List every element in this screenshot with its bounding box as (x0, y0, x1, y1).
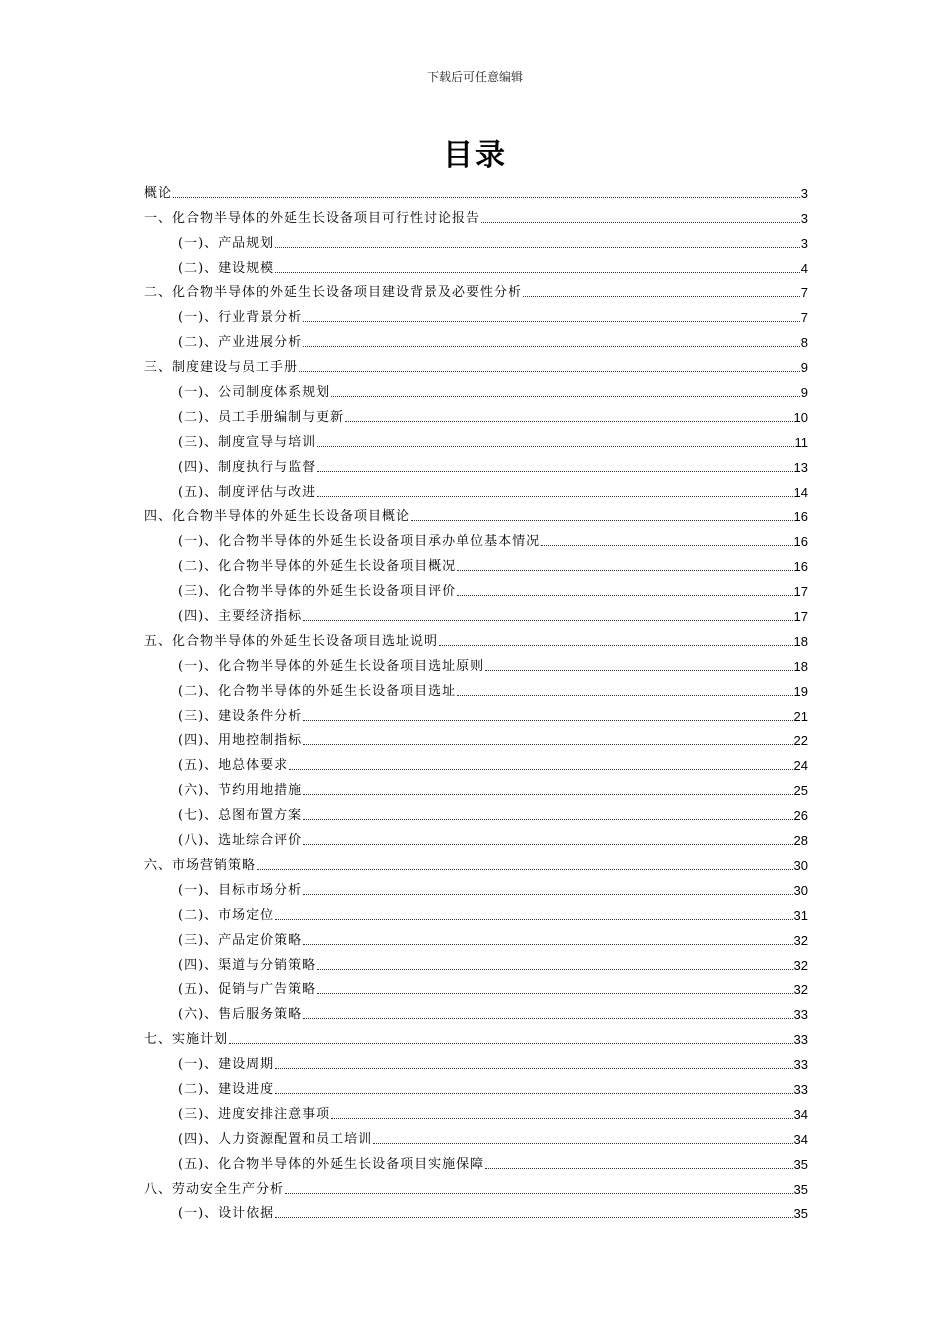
toc-dot-leader (317, 470, 792, 472)
toc-entry[interactable] (144, 500, 808, 525)
toc-dot-leader (285, 1192, 793, 1194)
toc-entry-page: 34 (793, 1131, 808, 1147)
toc-entry-page: 16 (793, 534, 808, 550)
toc-dot-leader (303, 345, 800, 347)
toc-entry[interactable] (144, 997, 808, 1022)
toc-entry-text: 三、制度建设与员工手册 (144, 360, 299, 376)
toc-dot-leader (345, 420, 792, 422)
toc-entry-page: 31 (793, 907, 808, 923)
toc-dot-leader (275, 271, 800, 273)
toc-entry[interactable] (144, 798, 808, 823)
toc-entry-text: 概论 (144, 185, 173, 201)
toc-entry[interactable] (144, 176, 808, 201)
toc-entry[interactable] (144, 1172, 808, 1197)
toc-entry-page: 30 (793, 882, 808, 898)
toc-entry-text: 八、劳动安全生产分析 (144, 1181, 285, 1197)
toc-dot-leader (275, 1067, 792, 1069)
toc-dot-leader (275, 918, 792, 920)
toc-entry[interactable] (144, 823, 808, 848)
toc-dot-leader (303, 719, 792, 721)
toc-entry-text: (二)、建设进度 (178, 1081, 275, 1097)
toc-dot-leader (457, 594, 792, 596)
toc-entry-text: (五)、地总体要求 (178, 758, 289, 774)
toc-entry-text: (二)、化合物半导体的外延生长设备项目概况 (178, 559, 457, 575)
toc-entry-page: 35 (793, 1206, 808, 1222)
toc-entry-page: 35 (793, 1156, 808, 1172)
toc-dot-leader (541, 544, 792, 546)
toc-dot-leader (317, 968, 792, 970)
toc-entry-page: 32 (793, 957, 808, 973)
toc-entry[interactable] (144, 1197, 808, 1222)
toc-entry-page: 3 (800, 210, 808, 226)
toc-entry[interactable] (144, 973, 808, 998)
toc-entry-text: 四、化合物半导体的外延生长设备项目概论 (144, 509, 411, 525)
toc-dot-leader (275, 1092, 792, 1094)
toc-entry-page: 19 (793, 683, 808, 699)
toc-entry-text: (四)、制度执行与监督 (178, 459, 317, 475)
toc-entry-page: 8 (800, 335, 808, 351)
toc-entry-text: (六)、售后服务策略 (178, 1007, 303, 1023)
toc-entry-page: 34 (793, 1106, 808, 1122)
toc-dot-leader (303, 843, 792, 845)
toc-entry-text: (四)、用地控制指标 (178, 733, 303, 749)
toc-entry-text: (二)、市场定位 (178, 907, 275, 923)
toc-dot-leader (303, 818, 792, 820)
toc-entry-text: (一)、公司制度体系规划 (178, 385, 331, 401)
toc-entry[interactable] (144, 1147, 808, 1172)
toc-entry-page: 24 (793, 758, 808, 774)
toc-entry-text: (四)、主要经济指标 (178, 609, 303, 625)
toc-dot-leader (229, 1042, 793, 1044)
toc-entry[interactable] (144, 624, 808, 649)
toc-entry-text: (三)、建设条件分析 (178, 708, 303, 724)
toc-entry[interactable] (144, 873, 808, 898)
toc-entry-page: 18 (793, 658, 808, 674)
toc-dot-leader (373, 1142, 792, 1144)
toc-entry-text: (六)、节约用地措施 (178, 783, 303, 799)
toc-dot-leader (289, 768, 792, 770)
toc-entry-text: (二)、化合物半导体的外延生长设备项目选址 (178, 683, 457, 699)
toc-entry[interactable] (144, 226, 808, 251)
toc-dot-leader (481, 221, 800, 223)
toc-entry[interactable] (144, 1047, 808, 1072)
toc-entry-page: 11 (794, 434, 808, 450)
toc-entry[interactable] (144, 350, 808, 375)
toc-entry-text: (五)、化合物半导体的外延生长设备项目实施保障 (178, 1156, 485, 1172)
toc-entry[interactable] (144, 773, 808, 798)
toc-entry[interactable] (144, 475, 808, 500)
toc-entry-page: 17 (793, 584, 808, 600)
toc-entry-text: (四)、人力资源配置和员工培训 (178, 1131, 373, 1147)
toc-entry[interactable] (144, 549, 808, 574)
toc-entry-text: 二、化合物半导体的外延生长设备项目建设背景及必要性分析 (144, 285, 523, 301)
toc-entry-page: 3 (800, 235, 808, 251)
toc-entry-text: 七、实施计划 (144, 1032, 229, 1048)
toc-entry[interactable] (144, 1122, 808, 1147)
toc-entry-text: (八)、选址综合评价 (178, 833, 303, 849)
toc-entry-page: 7 (800, 310, 808, 326)
toc-entry-text: 五、化合物半导体的外延生长设备项目选址说明 (144, 633, 439, 649)
toc-dot-leader (317, 992, 792, 994)
toc-entry[interactable] (144, 724, 808, 749)
toc-entry-text: (一)、设计依据 (178, 1206, 275, 1222)
toc-dot-leader (331, 395, 800, 397)
toc-entry-page: 17 (793, 609, 808, 625)
toc-dot-leader (299, 370, 800, 372)
toc-entry[interactable] (144, 201, 808, 226)
toc-entry-text: (二)、建设规模 (178, 260, 275, 276)
toc-entry-text: (三)、产品定价策略 (178, 932, 303, 948)
toc-dot-leader (303, 320, 800, 322)
toc-entry[interactable] (144, 251, 808, 276)
toc-entry-page: 3 (800, 185, 808, 201)
toc-entry[interactable] (144, 848, 808, 873)
toc-entry-page: 10 (793, 409, 808, 425)
toc-entry-text: (三)、进度安排注意事项 (178, 1106, 331, 1122)
toc-entry-page: 33 (793, 1057, 808, 1073)
toc-entry-page: 28 (793, 833, 808, 849)
toc-entry-page: 9 (800, 360, 808, 376)
toc-dot-leader (331, 1117, 792, 1119)
toc-entry-text: (七)、总图布置方案 (178, 808, 303, 824)
toc-entry[interactable] (144, 574, 808, 599)
toc-dot-leader (523, 295, 800, 297)
toc-entry[interactable] (144, 325, 808, 350)
toc-entry-page: 21 (793, 708, 808, 724)
toc-entry-text: (二)、员工手册编制与更新 (178, 409, 345, 425)
toc-entry-page: 7 (800, 285, 808, 301)
toc-entry[interactable] (144, 1072, 808, 1097)
toc-dot-leader (485, 1167, 792, 1169)
toc-entry-page: 22 (793, 733, 808, 749)
toc-entry-text: (三)、化合物半导体的外延生长设备项目评价 (178, 584, 457, 600)
toc-entry[interactable] (144, 923, 808, 948)
toc-entry[interactable] (144, 674, 808, 699)
toc-entry-text: (二)、产业进展分析 (178, 335, 303, 351)
toc-dot-leader (317, 445, 793, 447)
toc-entry[interactable] (144, 425, 808, 450)
toc-entry[interactable] (144, 948, 808, 973)
toc-entry-text: 六、市场营销策略 (144, 857, 257, 873)
toc-entry[interactable] (144, 276, 808, 301)
toc-entry-page: 18 (793, 633, 808, 649)
toc-entry-text: (一)、化合物半导体的外延生长设备项目承办单位基本情况 (178, 534, 541, 550)
toc-dot-leader (457, 694, 792, 696)
toc-entry-page: 9 (800, 385, 808, 401)
toc-entry[interactable] (144, 599, 808, 624)
toc-entry-text: (四)、渠道与分销策略 (178, 957, 317, 973)
toc-entry[interactable] (144, 400, 808, 425)
toc-entry-page: 35 (793, 1181, 808, 1197)
toc-entry[interactable] (144, 375, 808, 400)
toc-dot-leader (303, 1017, 792, 1019)
toc-entry[interactable] (144, 699, 808, 724)
toc-dot-leader (257, 868, 793, 870)
toc-dot-leader (303, 793, 792, 795)
toc-dot-leader (411, 519, 793, 521)
toc-dot-leader (275, 246, 800, 248)
toc-entry-text: (一)、建设周期 (178, 1057, 275, 1073)
toc-entry-page: 4 (800, 260, 808, 276)
toc-entry-page: 33 (793, 1007, 808, 1023)
toc-entry-text: (一)、行业背景分析 (178, 310, 303, 326)
toc-dot-leader (303, 743, 792, 745)
toc-entry[interactable] (144, 524, 808, 549)
toc-entry-page: 32 (793, 932, 808, 948)
toc-entry-page: 14 (793, 484, 808, 500)
toc-entry-page: 16 (793, 559, 808, 575)
toc-entry-text: (三)、制度宣导与培训 (178, 434, 317, 450)
toc-dot-leader (303, 619, 792, 621)
toc-entry-text: 一、化合物半导体的外延生长设备项目可行性讨论报告 (144, 210, 481, 226)
toc-dot-leader (303, 893, 792, 895)
toc-dot-leader (303, 943, 792, 945)
header-note: 下载后可任意编辑 (426, 70, 523, 84)
toc-entry[interactable] (144, 649, 808, 674)
toc-dot-leader (485, 669, 792, 671)
toc-entry-text: (五)、制度评估与改进 (178, 484, 317, 500)
toc-entry[interactable] (144, 898, 808, 923)
toc-dot-leader (317, 495, 792, 497)
table-of-contents (144, 176, 808, 1221)
toc-entry-text: (一)、产品规划 (178, 235, 275, 251)
toc-entry-page: 32 (793, 982, 808, 998)
toc-title: 目录 (443, 138, 507, 173)
toc-entry-text: (一)、目标市场分析 (178, 882, 303, 898)
toc-dot-leader (173, 196, 800, 198)
toc-entry-page: 25 (793, 783, 808, 799)
toc-entry-page: 26 (793, 808, 808, 824)
toc-entry-text: (一)、化合物半导体的外延生长设备项目选址原则 (178, 658, 485, 674)
toc-dot-leader (275, 1216, 792, 1218)
toc-entry[interactable] (144, 748, 808, 773)
toc-entry-page: 33 (793, 1032, 808, 1048)
toc-entry[interactable] (144, 300, 808, 325)
toc-dot-leader (439, 644, 793, 646)
toc-entry[interactable] (144, 1022, 808, 1047)
toc-entry-page: 13 (793, 459, 808, 475)
toc-entry[interactable] (144, 450, 808, 475)
toc-dot-leader (457, 569, 792, 571)
toc-entry-page: 33 (793, 1081, 808, 1097)
toc-entry-page: 16 (793, 509, 808, 525)
toc-entry[interactable] (144, 1097, 808, 1122)
toc-entry-page: 30 (793, 857, 808, 873)
toc-entry-text: (五)、促销与广告策略 (178, 982, 317, 998)
